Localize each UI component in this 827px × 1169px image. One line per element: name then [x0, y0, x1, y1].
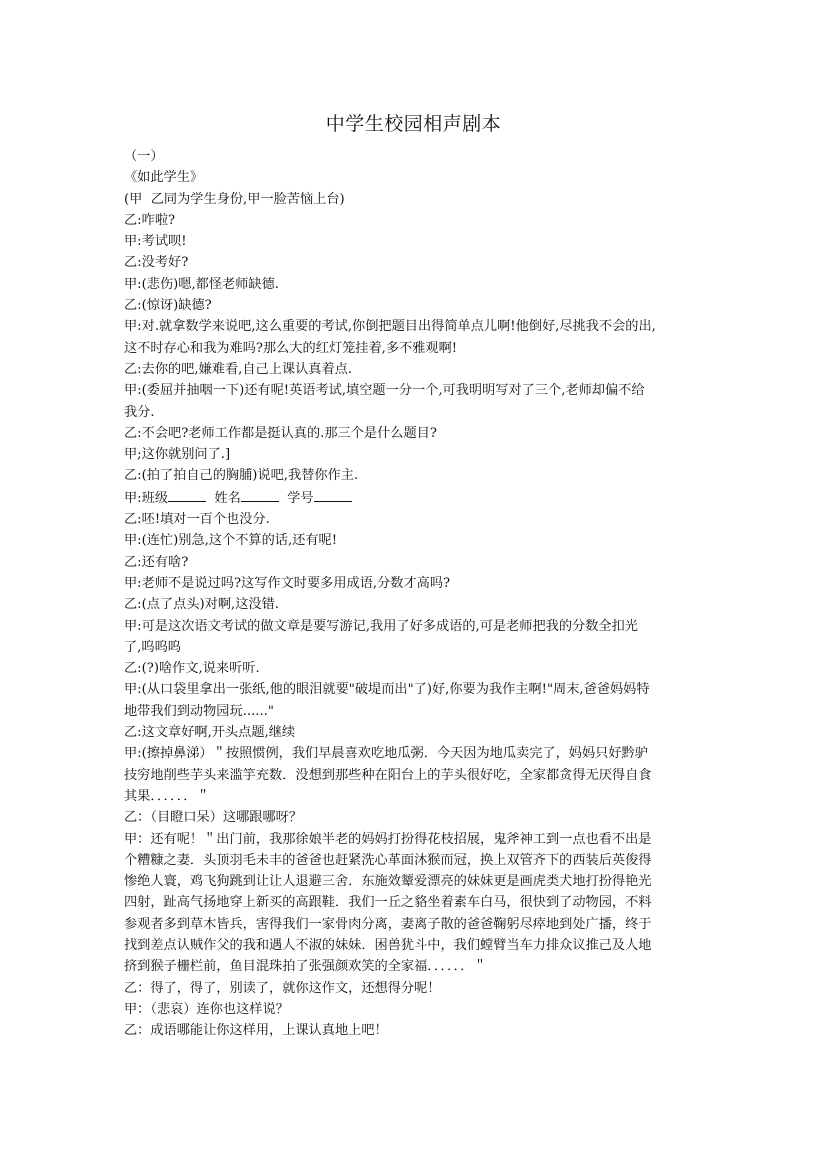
text-line: 个糟糠之妻．头顶羽毛未丰的爸爸也赶紧洗心革面沐猴而冠，换上双管齐下的西装后英俊得 [124, 852, 652, 868]
text-line: 甲:考试呗! [124, 234, 187, 250]
student-id-blank [314, 487, 352, 502]
text-line: 乙:没考好? [124, 255, 189, 271]
text-line: 了,呜呜呜 [124, 639, 181, 655]
text-line: 甲：（悲哀）连你也这样说？ [124, 1001, 289, 1017]
student-id-label: 学号 [278, 490, 314, 506]
text-line: 地带我们到动物园玩......" [124, 703, 274, 719]
text-line: 我分. [124, 404, 155, 420]
text-line: 甲:可是这次语文考试的做文章是要写游记,我用了好多成语的,可是老师把我的分数全扣光 [124, 618, 638, 634]
text-line: 技穷地削些芋头来滥竽充数．没想到那些种在阳台上的芋头很好吃，全家都贪得无厌得自食 [124, 767, 652, 783]
text-line: 惨绝人寰，鸡飞狗跳到让让人退避三舍．东施效颦爱漂亮的妹妹更是画虎类犬地打扮得艳光 [124, 874, 652, 890]
text-line: 乙:去你的吧,嫌难看,自己上课认真着点. [124, 361, 353, 377]
text-line: 甲：还有呢！＂出门前，我那徐娘半老的妈妈打扮得花枝招展，鬼斧神工到一点也看不出是 [124, 831, 652, 847]
script-body [124, 146, 706, 1041]
text-line: 乙:咋啦? [124, 212, 176, 228]
text-line: (甲 乙同为学生身份,甲一脸苦恼上台) [124, 191, 345, 207]
class-label: 甲:班级 [124, 490, 169, 506]
text-line: 甲:(擦掉鼻涕）＂按照惯例，我们早晨喜欢吃地瓜粥．今天因为地瓜卖完了，妈妈只好黔驴 [124, 746, 648, 762]
text-line: 找到差点认贼作父的我和遇人不淑的妹妹．困兽犹斗中，我们螳臂当车力排众议推己及人地 [124, 937, 652, 953]
text-line: 其果．．．．．．＂ [124, 788, 210, 804]
text-line: 甲:(悲伤)嗯,都怪老师缺德. [124, 276, 279, 292]
text-line: 甲;这你就别问了.] [124, 447, 231, 463]
text-line: 甲:(从口袋里拿出一张纸,他的眼泪就要"破堤而出"了)好,你要为我作主啊!"周末,爸爸妈妈特 [124, 682, 650, 698]
text-line: 乙：得了，得了，别读了，就你这作文，还想得分呢！ [124, 980, 441, 996]
text-line: 《如此学生》 [124, 170, 204, 186]
text-line: 乙:呸!填对一百个也没分. [124, 512, 270, 528]
text-line: 参观者多到草木皆兵，害得我们一家骨肉分离，妻离子散的爸爸鞠躬尽瘁地到处广播，终于 [124, 916, 652, 932]
text-line: 乙:(拍了拍自己的胸脯)说吧,我替你作主. [124, 468, 359, 484]
text-line: 甲:老师不是说过吗?这写作文时要多用成语,分数才高吗? [124, 575, 451, 591]
text-line: 这不时存心和我为难吗?那么大的红灯笼挂着,多不雅观啊! [124, 340, 458, 356]
text-line: 乙:(惊讶)缺德? [124, 298, 212, 314]
class-blank [168, 487, 206, 502]
text-line: 乙:(点了点头)对啊,这没错. [124, 597, 279, 613]
text-line: 乙:这文章好啊,开头点题,继续 [124, 725, 296, 741]
text-line: 甲:对.就拿数学来说吧,这么重要的考试,你倒把题目出得简单点儿啊!他倒好,尽挑我不会的出, [124, 319, 656, 335]
text-line: 甲:(连忙)别急,这个不算的话,还有呢! [124, 533, 338, 549]
name-label: 姓名 [206, 490, 241, 506]
text-line: 乙：成语哪能让你这样用，上课认真地上吧！ [124, 1023, 388, 1039]
form-blank-line [124, 487, 706, 509]
name-blank [241, 487, 279, 502]
text-line: 四射，趾高气扬地穿上新买的高跟鞋．我们一丘之貉坐着素车白马，很快到了动物园，不料 [124, 895, 652, 911]
text-line: 乙：（目瞪口呆）这哪跟哪呀？ [124, 810, 303, 826]
text-line: 乙:不会吧?老师工作都是挺认真的.那三个是什么题目? [124, 425, 437, 441]
text-line: 挤到猴子栅栏前，鱼目混珠拍了张强颜欢笑的全家福．．．．．．＂ [124, 959, 487, 975]
text-line: 甲:(委屈并抽咽一下)还有呢!英语考试,填空题一分一个,可我明明写对了三个,老师却偏不给 [124, 383, 645, 399]
text-line: 乙:(?)啥作文,说来听听. [124, 661, 260, 677]
text-line: （一） [124, 149, 164, 164]
page-title: 中学生校园相声剧本 [325, 113, 502, 135]
text-line: 乙:还有啥? [124, 554, 189, 570]
